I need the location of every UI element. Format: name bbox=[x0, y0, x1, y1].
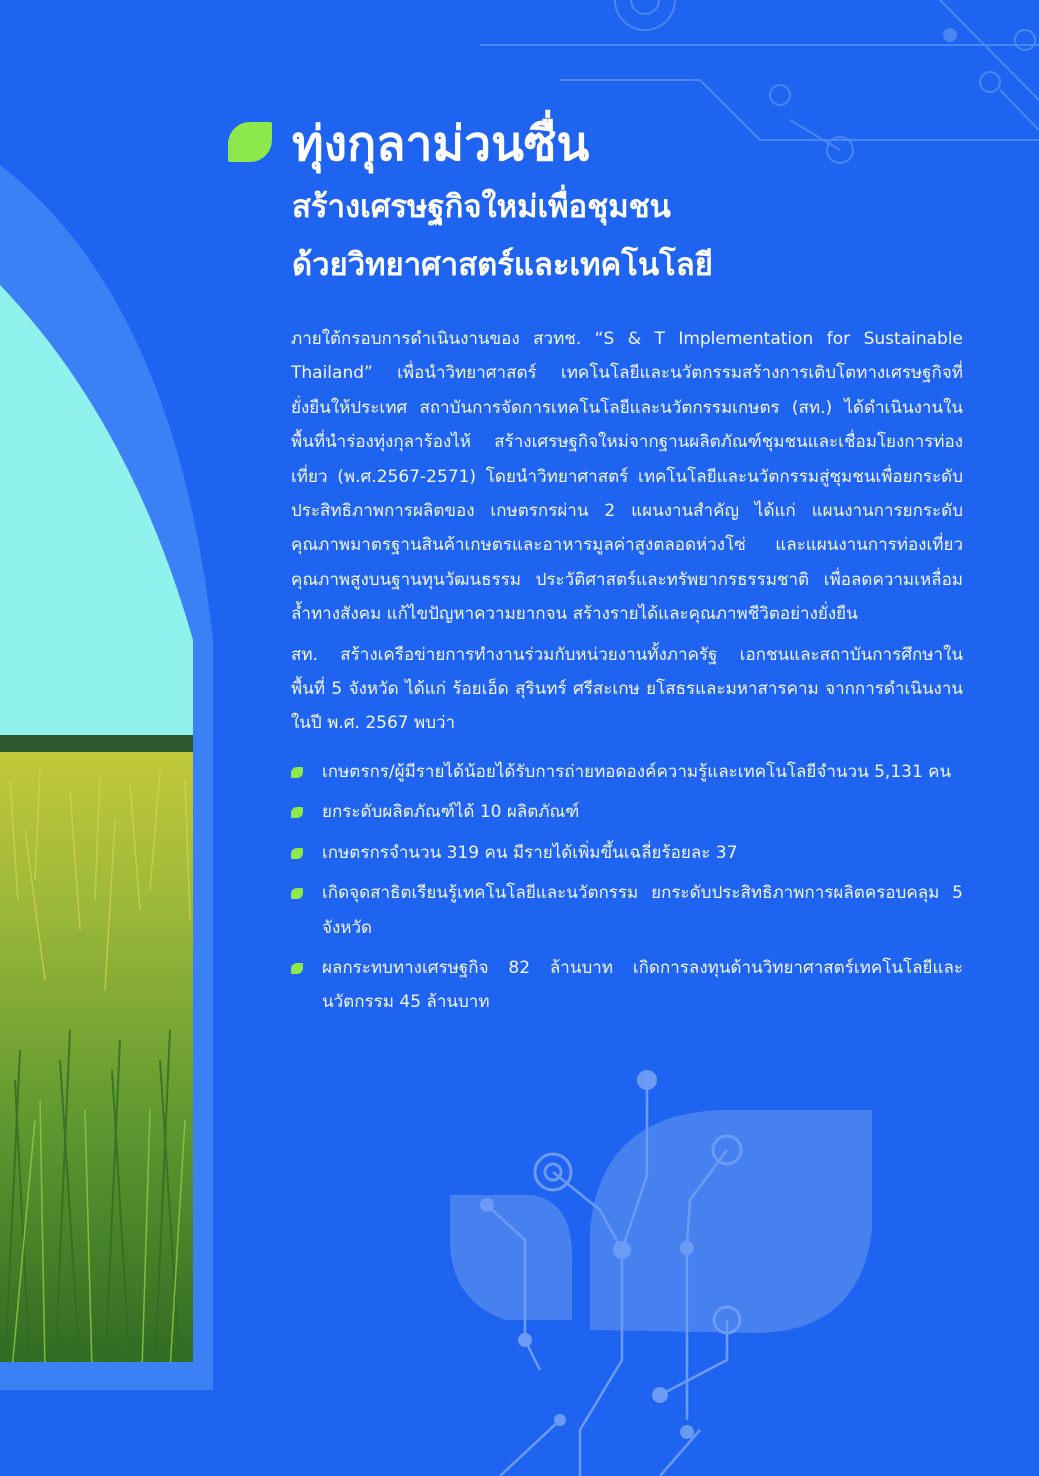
leaf-bullet-icon bbox=[291, 888, 303, 899]
list-item-text: เกิดจุดสาธิตเรียนรู้เทคโนโลยีและนวัตกรรม ยกระดับประสิทธิภาพการผลิตครอบคลุม 5 จังหวัด bbox=[322, 883, 963, 938]
network-paragraph: สท. สร้างเครือข่ายการทำงานร่วมกับหน่วยงานทั้งภาครัฐ เอกชนและสถาบันการศึกษาในพื้นที่ 5 จังหวัด ได้แก่ ร้อยเอ็ด สุรินทร์ ศรีสะเกษ ยโสธรและมหาสารคาม จากการดำเนินงานในปี พ.ศ. 2567 พบว่า bbox=[291, 644, 963, 734]
list-item bbox=[291, 876, 963, 945]
subtitle-line-1: สร้างเศรษฐกิจใหม่เพื่อชุมชน bbox=[292, 189, 671, 225]
title-block bbox=[228, 110, 988, 294]
list-item-text: ยกระดับผลิตภัณฑ์ได้ 10 ผลิตภัณฑ์ bbox=[322, 802, 580, 823]
leaf-bullet-icon bbox=[291, 848, 303, 859]
leaf-bullet-icon bbox=[291, 807, 303, 818]
results-list bbox=[291, 755, 963, 1020]
list-item bbox=[291, 951, 963, 1020]
list-item-text: เกษตรกร/ผู้มีรายได้น้อยได้รับการถ่ายทอดองค์ความรู้และเทคโนโลยีจำนวน 5,131 คน bbox=[322, 761, 952, 782]
article-body bbox=[291, 322, 963, 1026]
page-title: ทุ่งกุลาม่วนซื่น bbox=[292, 116, 590, 172]
subtitle-line-2: ด้วยวิทยาศาสตร์และเทคโนโลยี bbox=[292, 247, 713, 283]
intro-paragraph: ภายใต้กรอบการดำเนินงานของ สวทช. “S & T Implementation for Sustainable Thailand” เพื่อนำวิทยาศาสตร์ เทคโนโลยีและนวัตกรรมสร้างการเติบโตทางเศรษฐกิจที่ยั่งยืนให้ประเทศ สถาบันการจัดการเทคโนโลยีและนวัตกรรมเกษตร (สท.) ได้ดำเนินงานในพื้นที่นำร่องทุ่งกุลาร้องไห้ สร้างเศรษฐกิจใหม่จากฐานผลิตภัณฑ์ชุมชนและเชื่อมโยงการท่องเที่ยว (พ.ศ.2567-2571) โดยนำวิทยาศาสตร์ เทคโนโลยีและนวัตกรรมสู่ชุมชนเพื่อยกระดับประสิทธิภาพการผลิตของ เกษตรกรผ่าน 2 แผนงานสำคัญ ได้แก่ แผนงานการยกระดับคุณภาพมาตรฐานสินค้าเกษตรและอาหารมูลค่าสูงตลอดห่วงโซ่ และแผนงานการท่องเที่ยวคุณภาพสูงบนฐานทุนวัฒนธรรม ประวัติศาสตร์และทรัพยากรธรรมชาติ เพื่อลดความเหลื่อมล้ำทางสังคม แก้ไขปัญหาความยากจน สร้างรายได้และคุณภาพชีวิตอย่างยั่งยืน bbox=[291, 329, 963, 625]
list-item bbox=[291, 836, 963, 870]
list-item-text: ผลกระทบทางเศรษฐกิจ 82 ล้านบาท เกิดการลงทุนด้านวิทยาศาสตร์เทคโนโลยีและนวัตกรรม 45 ล้านบาท bbox=[322, 957, 963, 1013]
leaf-bullet-icon bbox=[291, 767, 303, 778]
leaf-circuit-art bbox=[450, 1070, 872, 1476]
list-item-text: เกษตรกรจำนวน 319 คน มีรายได้เพิ่มขึ้นเฉลี่ยร้อยละ 37 bbox=[322, 842, 738, 863]
list-item bbox=[291, 755, 963, 789]
leaf-icon bbox=[228, 122, 272, 162]
list-item bbox=[291, 795, 963, 829]
leaf-bullet-icon bbox=[291, 963, 303, 974]
rice-field-photo bbox=[0, 0, 215, 1476]
